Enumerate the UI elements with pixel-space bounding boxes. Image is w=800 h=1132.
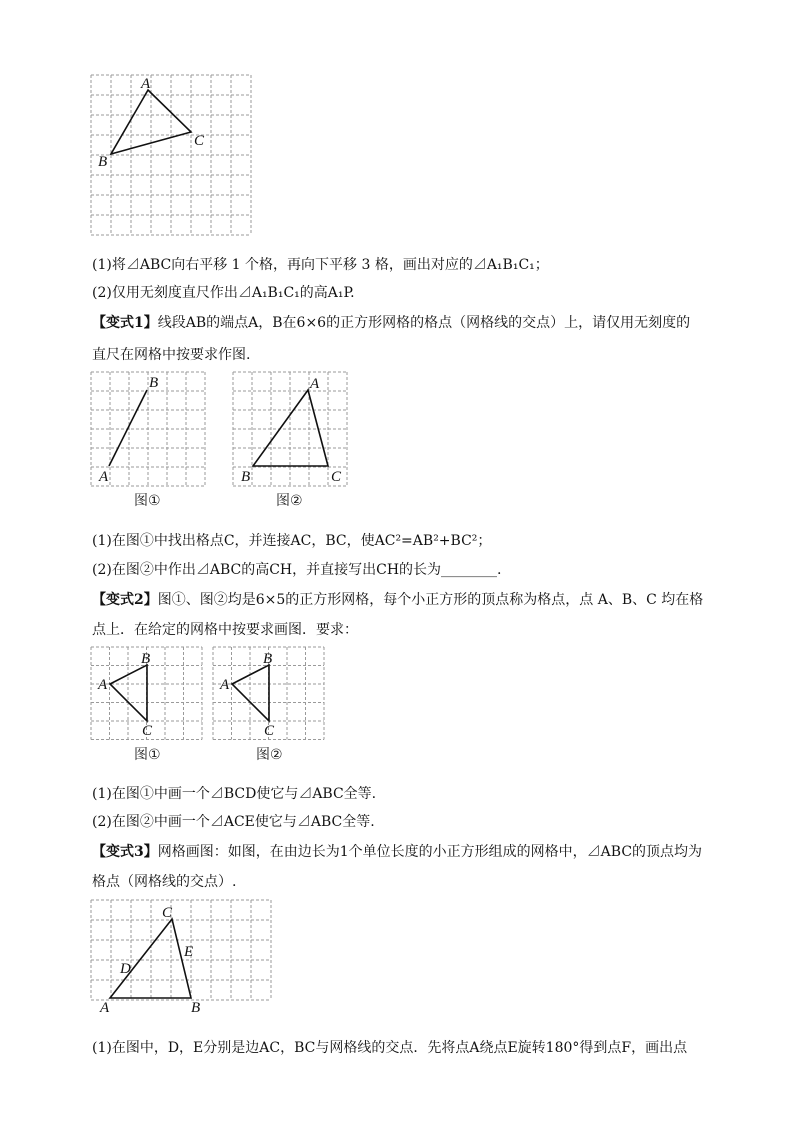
label-a: A [220,677,230,693]
grid-figure-1 [90,74,255,236]
label-a: A [310,376,320,392]
label-c: C [264,723,275,739]
segment-ab [109,390,147,466]
label-b: B [241,469,251,485]
question-1-part-1: (1)将⊿ABC向右平移 1 个格，再向下平移 3 格，画出对应的⊿A₁B₁C₁； [92,257,549,273]
variant-2-text: 点上．在给定的网格中按要求画图．要求： [92,622,358,638]
question-1-part-2: (2)仅用无刻度直尺作出⊿A₁B₁C₁的高A₁P. [92,285,355,301]
label-e: E [184,944,194,960]
grid-figure-variant2-2 [212,646,332,766]
grid-figure-variant2-1 [90,646,210,766]
label-b: B [263,651,273,667]
label-c: C [331,469,342,485]
variant-3-heading: 【变式3】网格画图：如图，在由边长为1个单位长度的小正方形组成的网格中，⊿ABC的顶点均为 [92,844,703,860]
variant-1-part-2: (2)在图②中作出⊿ABC的高CH，并直接写出CH的长为________. [92,562,502,578]
figure-caption-1: 图① [134,493,161,509]
figure-caption-2: 图② [256,747,283,763]
variant-2-heading: 【变式2】图①、图②均是6×5的正方形网格，每个小正方形的顶点称为格点，点 A、B、C 均在格 [92,592,704,608]
label-a: A [99,469,109,485]
label-c: C [194,133,205,149]
label-b: B [98,154,108,170]
variant-2-part-1: (1)在图①中画一个⊿BCD使它与⊿ABC全等. [92,786,377,802]
label-b: B [149,375,159,391]
variant-3-part-1: (1)在图中，D，E分别是边AC，BC与网格线的交点．先将点A绕点E旋转180°得到点F，画出点 [92,1040,688,1056]
variant-1-text: 直尺在网格中按要求作图. [92,347,251,363]
grid-figure-variant1-2 [232,371,352,516]
variant-2-part-2: (2)在图②中画一个⊿ACE使它与⊿ABC全等. [92,814,375,830]
label-c: C [162,905,173,921]
label-b: B [191,1000,201,1016]
label-b: B [141,651,151,667]
label-a: A [98,677,108,693]
label-a: A [100,1000,110,1016]
grid-figure-variant3 [90,899,275,1024]
grid-figure-variant1-1 [90,371,210,516]
figure-caption-2: 图② [276,493,303,509]
label-d: D [120,961,131,977]
variant-1-part-1: (1)在图①中找出格点C，并连接AC，BC，使AC²=AB²+BC²； [92,533,492,549]
label-a: A [141,76,151,92]
variant-1-heading: 【变式1】线段AB的端点A，B在6×6的正方形网格的格点（网格线的交点）上，请仅用无刻度的 [92,315,691,331]
variant-3-text: 格点（网格线的交点）. [92,874,237,890]
figure-caption-1: 图① [134,747,161,763]
label-c: C [142,723,153,739]
